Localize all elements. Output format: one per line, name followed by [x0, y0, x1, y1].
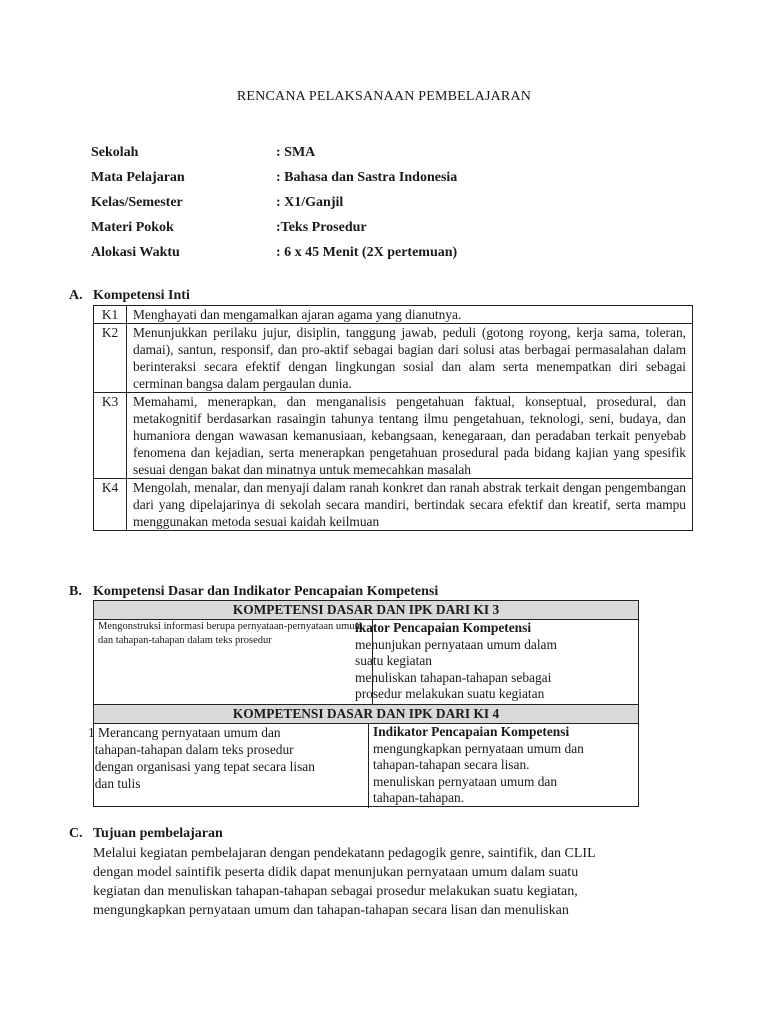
ipk-line: suatu kegiatan: [355, 653, 432, 668]
section-letter: A.: [69, 288, 83, 303]
identity-block: [91, 145, 651, 270]
paragraph-line: dengan model saintifik peserta didik dapat menunjukan pernyataan umum dalam suatu: [93, 865, 579, 880]
info-label: Materi Pokok: [91, 220, 174, 235]
info-row-kelas-semester: [91, 195, 651, 220]
kompetensi-dasar-table: [88, 600, 639, 807]
kd-line: dengan organisasi yang tepat secara lisan: [88, 759, 315, 774]
info-label: Kelas/Semester: [91, 195, 183, 210]
section-b-heading: [69, 584, 438, 600]
ipk-title: ikator Pencapaian Kompetensi: [355, 620, 532, 635]
ki3-kd-text: Mengonstruksi informasi berupa pernyataan-pernyataan umum dan tahapan-tahapan dalam teks prosedur: [94, 620, 373, 704]
info-value: : 6 x 45 Menit (2X pertemuan): [276, 245, 458, 260]
ki4-header: KOMPETENSI DASAR DAN IPK DARI KI 4: [94, 704, 638, 724]
table-row: [94, 479, 693, 531]
ki4-kd: [84, 724, 369, 808]
section-title: Tujuan pembelajaran: [93, 826, 223, 841]
info-value: : X1/Ganjil: [276, 195, 344, 210]
section-title: Kompetensi Dasar dan Indikator Pencapaian Kompetensi: [93, 584, 439, 599]
paragraph-line: Melalui kegiatan pembelajaran dengan pendekatann pedagogik genre, saintifik, dan CLIL: [93, 846, 596, 861]
paragraph-line: mengungkapkan pernyataan umum dan tahapan-tahapan secara lisan dan menuliskan: [93, 903, 569, 918]
ki3-ipk: [355, 620, 638, 704]
ipk-line: menunjukan pernyataan umum dalam: [355, 636, 557, 652]
ki-text: Memahami, menerapkan, dan menganalisis pengetahuan faktual, konseptual, prosedural, dan metakognitif berdasarkan rasaingin tahunya tentang ilmu pengetahuan, teknologi, seni, budaya, dan humaniora dengan wawasan kemanusiaan, kebangsaan, kenegaraan, dan peradaban terkait penyebab fenomena dan kejadian, serta menerapkan pengetahuan prosedural pada bidang kajian yang spesifik sesuai dengan bakat dan minatnya untuk memecahkan masalah: [127, 393, 693, 479]
section-letter: B.: [69, 584, 82, 599]
section-letter: C.: [69, 826, 83, 841]
table-row: [94, 306, 693, 324]
section-title: Kompetensi Inti: [93, 288, 190, 303]
ipk-line: prosedur melakukan suatu kegiatan: [355, 686, 545, 701]
ki-text: Mengolah, menalar, dan menyaji dalam ranah konkret dan ranah abstrak terkait dengan pengembangan dari yang dipelajarinya di sekolah secara mandiri, bertindak secara efektif dan kreatif, serta mampu menggunakan metoda sesuai kaidah keilmuan: [127, 479, 693, 531]
table-row: [94, 324, 693, 393]
info-row-mata-pelajaran: [91, 170, 651, 195]
ki-code: K1: [94, 306, 127, 324]
ipk-line: menuliskan pernyataan umum dan: [373, 773, 558, 789]
kompetensi-inti-table: [93, 305, 693, 531]
ki-code: K4: [94, 479, 127, 531]
ki3-header: KOMPETENSI DASAR DAN IPK DARI KI 3: [94, 601, 638, 620]
ipk-title: Indikator Pencapaian Kompetensi: [373, 724, 570, 739]
info-row-materi-pokok: [91, 220, 651, 245]
info-value: : Bahasa dan Sastra Indonesia: [276, 170, 458, 185]
ki-code: K3: [94, 393, 127, 479]
paragraph-line: kegiatan dan menuliskan tahapan-tahapan sebagai prosedur melakukan suatu kegiatan,: [93, 884, 578, 899]
info-label: Mata Pelajaran: [91, 170, 185, 185]
table-row: [94, 393, 693, 479]
ipk-line: tahapan-tahapan.: [373, 790, 465, 805]
kd-line: 1 Merancang pernyataan umum dan: [88, 725, 281, 740]
ki-text: Menghayati dan mengamalkan ajaran agama yang dianutnya.: [127, 306, 693, 324]
ki-code: K2: [94, 324, 127, 393]
ipk-line: menuliskan tahapan-tahapan sebagai: [355, 669, 552, 685]
kd-line: dan tulis: [88, 776, 141, 791]
info-value: :Teks Prosedur: [276, 220, 367, 235]
info-row-sekolah: [91, 145, 651, 170]
tujuan-paragraph: [93, 844, 683, 920]
info-label: Sekolah: [91, 145, 139, 160]
ipk-line: tahapan-tahapan secara lisan.: [373, 757, 530, 772]
info-value: : SMA: [276, 145, 316, 160]
ki-text: Menunjukkan perilaku jujur, disiplin, tanggung jawab, peduli (gotong royong, kerja sama, toleran, damai), santun, responsif, dan pro-aktif sebagai bagian dari solusi atas berbagai permasalahan dalam berinteraksi secara efektif dengan lingkungan sosial dan alam serta menempatkan diri sebagai cerminan bangsa dalam pergaulan dunia.: [127, 324, 693, 393]
document-title: RENCANA PELAKSANAAN PEMBELAJARAN: [236, 89, 532, 104]
info-label: Alokasi Waktu: [91, 245, 180, 260]
ki3-row: [94, 620, 638, 704]
section-a-heading: [69, 288, 190, 304]
ipk-line: mengungkapkan pernyataan umum dan: [373, 740, 584, 756]
section-c-heading: [69, 826, 223, 842]
ki4-ipk: [369, 724, 638, 808]
kd-line: tahapan-tahapan dalam teks prosedur: [88, 742, 294, 757]
info-row-alokasi-waktu: [91, 245, 651, 270]
ki4-row: [88, 724, 638, 808]
